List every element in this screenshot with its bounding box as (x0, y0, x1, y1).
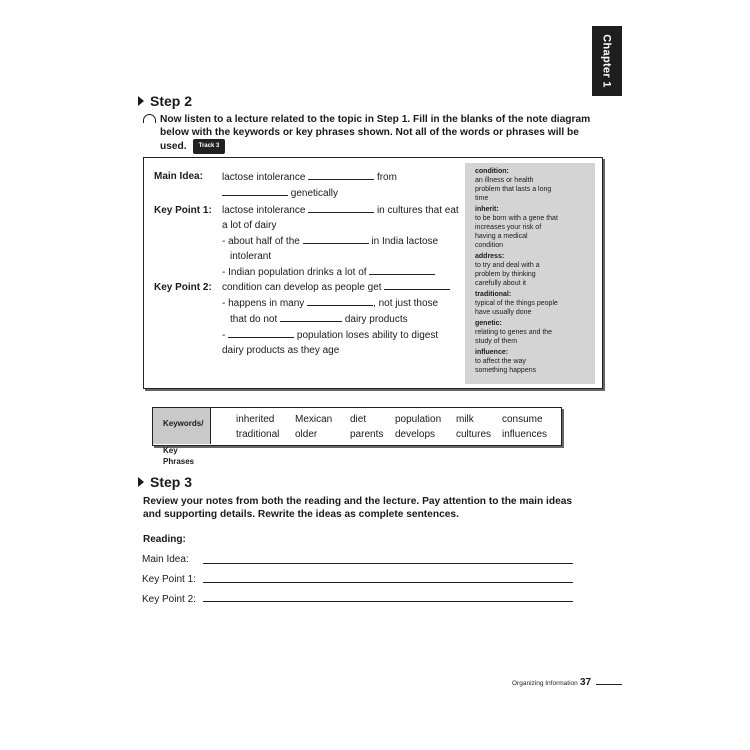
keyword-item: cultures (456, 429, 492, 440)
keyword-item: Mexican (295, 414, 333, 425)
key-point-2-label: Key Point 2: (154, 282, 212, 293)
triangle-bullet-icon (138, 477, 144, 487)
main-idea-label: Main Idea: (154, 171, 203, 182)
footer-rule (596, 684, 622, 685)
glossary-definition-line: an illness or health (475, 177, 534, 184)
blank-field[interactable] (307, 295, 373, 306)
keyword-item: older (295, 429, 318, 440)
keyword-item: population (395, 414, 442, 425)
step3-heading-text: Step 3 (150, 474, 193, 490)
headphones-icon (143, 114, 156, 123)
keyword-item: traditional (236, 429, 280, 440)
answer-line[interactable] (203, 601, 573, 602)
glossary-definition-line: problem by thinking (475, 271, 536, 278)
step3-row-label: Key Point 2: (142, 594, 196, 605)
glossary-definition-line: something happens (475, 367, 537, 374)
blank-field[interactable] (228, 327, 294, 338)
glossary-definition-line: to try and deal with a (475, 262, 540, 269)
step3-row-label: Main Idea: (142, 554, 189, 565)
footer-section-title: Organizing Information (512, 680, 578, 687)
glossary-definition-line: to be born with a gene that (475, 215, 558, 222)
step2-heading-text: Step 2 (150, 93, 193, 109)
step2-heading (138, 93, 192, 109)
blank-field[interactable] (308, 169, 374, 180)
blank-field[interactable] (222, 185, 288, 196)
track-badge: Track 3 (193, 139, 226, 154)
glossary-definition-line: condition (475, 242, 504, 249)
glossary-definition (475, 176, 589, 203)
blank-field[interactable] (369, 264, 435, 275)
blank-field[interactable] (303, 233, 369, 244)
step3-instruction: Review your notes from both the reading and the lecture. Pay attention to the main ideas and supporting details. Rewrite the ideas as complete sentences. (143, 496, 573, 520)
keyword-item: influences (502, 429, 548, 440)
glossary-definition-line: study of them (475, 338, 518, 345)
triangle-bullet-icon (138, 96, 144, 106)
glossary-definition-line: time (475, 195, 489, 202)
glossary-definition (475, 299, 589, 317)
keyword-item: inherited (236, 414, 275, 425)
glossary-list (465, 163, 595, 375)
glossary-term: address: (475, 253, 505, 260)
key-point-2-text: condition can develop as people get - happens in many , not just those that do not dairy products - population loses ability to digest dairy products as they age (222, 279, 462, 358)
main-idea-text: lactose intolerance from genetically (222, 169, 462, 201)
glossary-term: condition: (475, 168, 509, 175)
keyword-item: milk (456, 414, 474, 425)
step3-row-label: Key Point 1: (142, 574, 196, 585)
glossary-definition-line: increases your risk of (475, 224, 542, 231)
glossary-panel (465, 163, 595, 384)
glossary-term: traditional: (475, 291, 512, 298)
glossary-definition-line: have usually done (475, 309, 532, 316)
chapter-tab-label: Chapter 1 (601, 34, 613, 88)
glossary-definition (475, 261, 589, 288)
step3-heading (138, 474, 192, 490)
glossary-definition-line: relating to genes and the (475, 329, 553, 336)
blank-field[interactable] (280, 311, 342, 322)
answer-line[interactable] (203, 563, 573, 564)
keyword-item: diet (350, 414, 367, 425)
glossary-definition (475, 328, 589, 346)
step2-instruction: Now listen to a lecture related to the topic in Step 1. Fill in the blanks of the note diagram below with the keywords or key phrases shown. Not all of the words or phrases will be used. Track 3 (143, 113, 593, 154)
answer-line[interactable] (203, 582, 573, 583)
glossary-definition-line: having a medical (475, 233, 528, 240)
glossary-term: inherit: (475, 206, 499, 213)
keywords-label: Keywords/ Key Phrases (153, 408, 211, 444)
glossary-definition (475, 214, 589, 250)
glossary-term: influence: (475, 349, 509, 356)
glossary-term: genetic: (475, 320, 502, 327)
glossary-definition-line: typical of the things people (475, 300, 558, 307)
blank-field[interactable] (384, 279, 450, 290)
key-point-1-text: lactose intolerance in cultures that eat a lot of dairy - about half of the in India lactose intolerant - Indian population drinks a lot of (222, 202, 462, 280)
page-number: 37 (580, 677, 592, 688)
glossary-definition-line: to affect the way (475, 358, 526, 365)
keyword-item: parents (350, 429, 384, 440)
keyword-item: consume (502, 414, 543, 425)
glossary-definition-line: carefully about it (475, 280, 526, 287)
glossary-definition (475, 357, 589, 375)
keyword-item: develops (395, 429, 436, 440)
reading-label: Reading: (143, 534, 186, 545)
keywords-box (152, 407, 562, 446)
chapter-tab (592, 26, 622, 96)
glossary-definition-line: problem that lasts a long (475, 186, 552, 193)
key-point-1-label: Key Point 1: (154, 205, 212, 216)
blank-field[interactable] (308, 202, 374, 213)
